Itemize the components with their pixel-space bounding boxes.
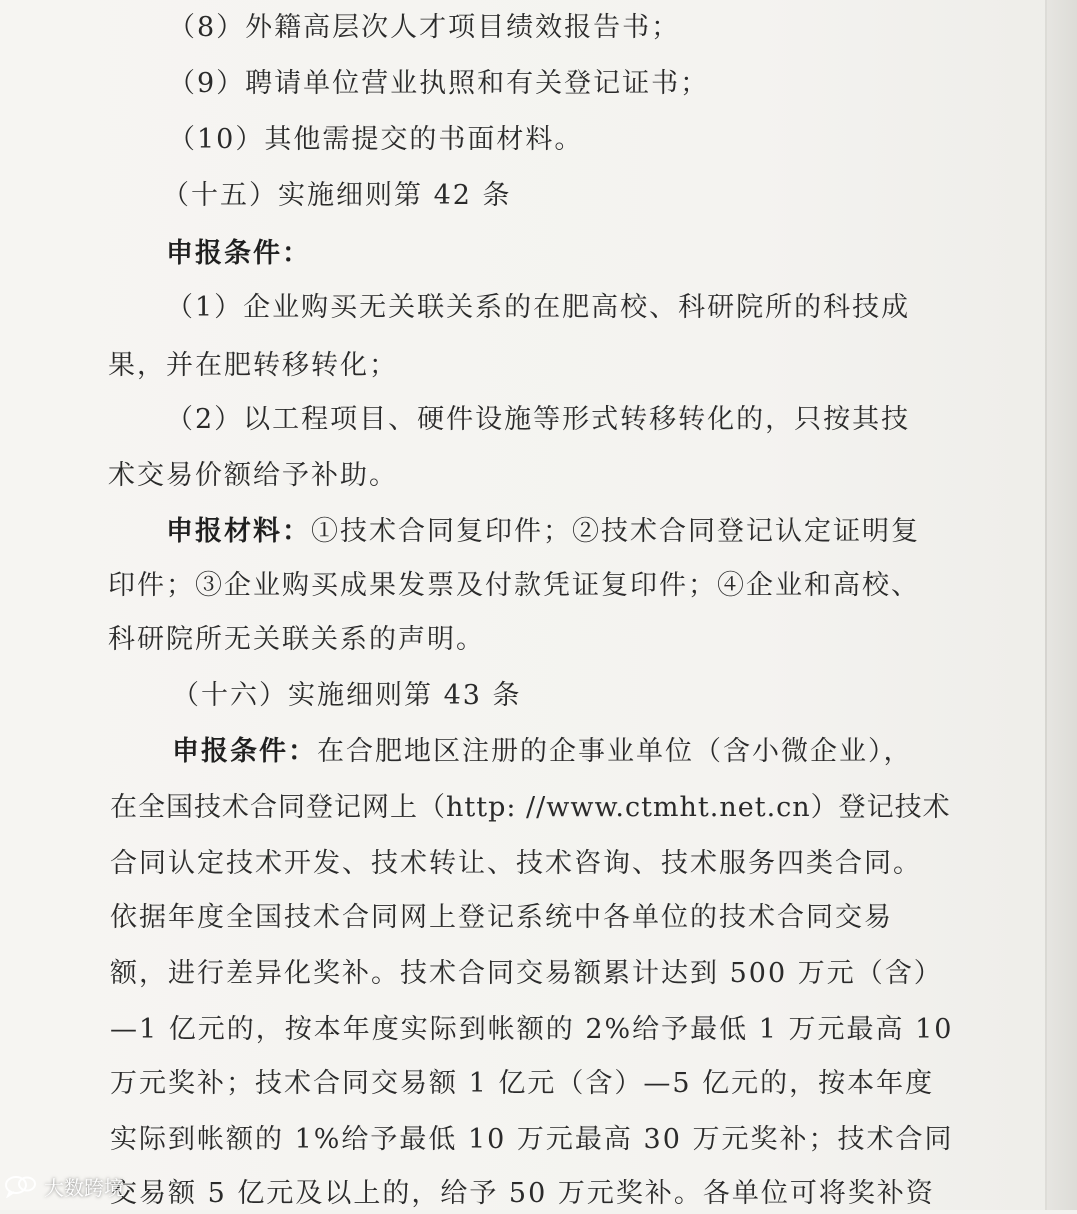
section-heading-16: （十六）实施细则第 43 条: [172, 680, 522, 711]
materials-label: 申报材料：: [166, 516, 311, 547]
watermark: [4, 1168, 124, 1204]
conditions-line-16: [172, 732, 913, 772]
doc-line-1: （8）外籍高层次人才项目绩效报告书；: [168, 12, 681, 43]
doc-line-9: 术交易价额给予补助。: [108, 460, 398, 491]
materials-text: ①技术合同复印件；②技术合同登记认定证明复: [311, 516, 920, 547]
doc-line-7: 果，并在肥转移转化；: [108, 350, 398, 381]
doc-line-16: 合同认定技术开发、技术转让、技术咨询、技术服务四类合同。: [110, 848, 922, 879]
doc-line-21: 实际到帐额的 1%给予最低 10 万元最高 30 万元奖补；技术合同: [110, 1124, 954, 1155]
doc-line-18: 额，进行差异化奖补。技术合同交易额累计达到 500 万元（含）: [110, 958, 943, 989]
doc-line-17: 依据年度全国技术合同网上登记系统中各单位的技术合同交易: [110, 902, 893, 933]
doc-line-6: （1）企业购买无关联关系的在肥高校、科研院所的科技成: [166, 292, 911, 323]
doc-line-15: 在全国技术合同登记网上（http: //www.ctmht.net.cn）登记技术: [110, 792, 951, 823]
page-fold-line: [1045, 0, 1047, 1210]
doc-line-3: （10）其他需提交的书面材料。: [168, 124, 584, 155]
doc-line-12: 科研院所无关联关系的声明。: [108, 624, 485, 655]
chat-bubble-logo-icon: [4, 1174, 38, 1198]
conditions-label: 申报条件：: [166, 238, 311, 269]
doc-line-20: 万元奖补；技术合同交易额 1 亿元（含）—5 亿元的，按本年度: [110, 1068, 935, 1099]
doc-line-22: 交易额 5 亿元及以上的，给予 50 万元奖补。各单位可将奖补资: [110, 1178, 935, 1209]
watermark-text: 大数跨境: [44, 1175, 124, 1200]
materials-line: [166, 512, 920, 552]
conditions-label-16: 申报条件：: [172, 736, 317, 767]
doc-line-11: 印件；③企业购买成果发票及付款凭证复印件；④企业和高校、: [108, 570, 920, 601]
page-edge-shadow: [1047, 0, 1077, 1210]
conditions-text-16: 在合肥地区注册的企事业单位（含小微企业），: [317, 736, 913, 767]
section-heading-15: （十五）实施细则第 42 条: [162, 180, 512, 211]
doc-line-8: （2）以工程项目、硬件设施等形式转移转化的，只按其技: [166, 404, 911, 435]
doc-line-2: （9）聘请单位营业执照和有关登记证书；: [168, 68, 710, 99]
doc-line-19: —1 亿元的，按本年度实际到帐额的 2%给予最低 1 万元最高 10: [110, 1014, 954, 1045]
